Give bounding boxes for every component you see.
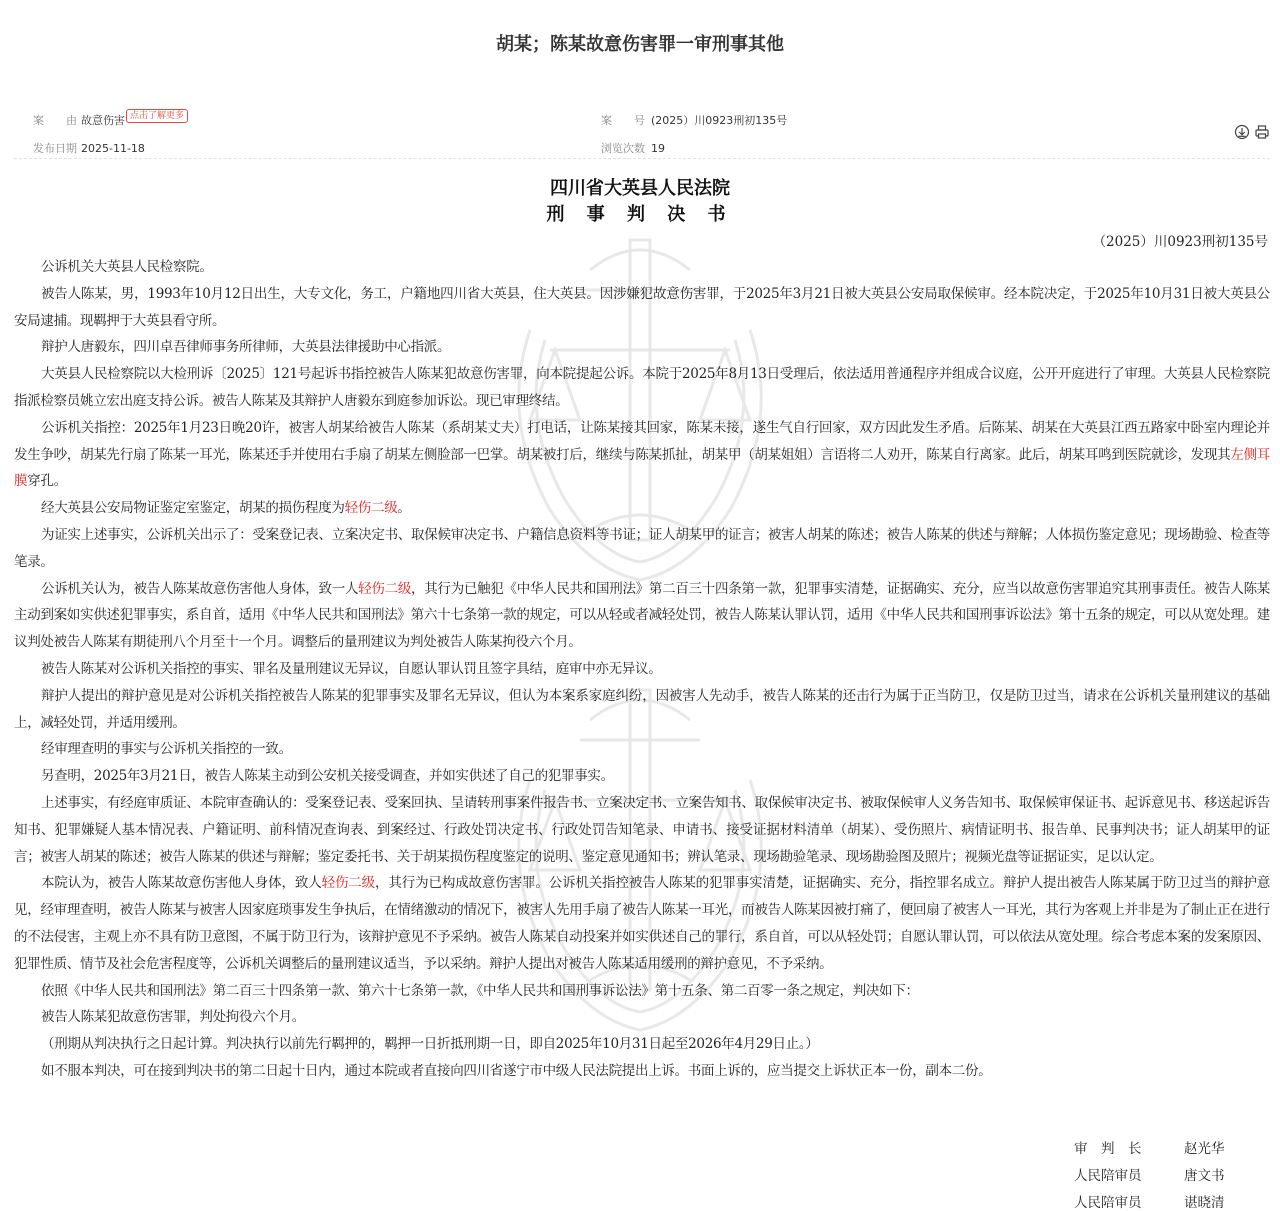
paragraph-charges (14, 415, 1270, 495)
paragraph-defense-opinion: 辩护人提出的辩护意见是对公诉机关指控被告人陈某的犯罪事实及罪名无异议，但认为本案系家庭纠纷，因被害人先动手，被告人陈某的还击行为属于正当防卫，仅是防卫过当，请求在公诉机关量刑建议的基础上，减轻处罚，并适用缓刑。 (14, 687, 1270, 731)
case-number-label: 案 号 (601, 114, 645, 127)
toolbar (1234, 124, 1270, 140)
case-cause-label: 案 由 (33, 114, 77, 127)
paragraph-legal-basis: 依照《中华人民共和国刑法》第二百三十四条第一款、第六十七条第一款，《中华人民共和国刑事诉讼法》第十五条、第二百零一条之规定，判决如下： (41, 982, 919, 999)
view-count-value: 19 (651, 142, 665, 155)
charges-text-end: 穿孔。 (27, 473, 67, 490)
signature-role: 人民陪审员 (1074, 1168, 1142, 1184)
signature-row (1074, 1191, 1225, 1211)
print-icon[interactable] (1254, 124, 1270, 140)
signature-row (1074, 1164, 1225, 1184)
paragraph-evidence: 为证实上述事实，公诉机关出示了：受案登记表、立案决定书、取保候审决定书、户籍信息资料等书证；证人胡某甲的证言；被害人胡某的陈述；被告人陈某的供述与辩解；人体损伤鉴定意见；现场勘验、检查等笔录。 (14, 526, 1270, 570)
document-number: （2025）川0923刑初135号 (1092, 234, 1268, 250)
prosecution-text-end: ，其行为已触犯《中华人民共和国刑法》第二百三十四条第一款，犯罪事实清楚，证据确实、充分，应当以故意伤害罪追究其刑事责任。被告人陈某主动到案如实供述犯罪事实，系自首，适用《中华人民共和国刑法》第六十七条第一款的规定，可以从轻或者减轻处罚，被告人陈某认罪认罚，适用《中华人民共和国刑事诉讼法》第十五条的规定，可以从宽处理。建议判处被告人陈某有期徒刑八个月至十一个月。调整后的量刑建议为判处被告人陈某拘役六个月。 (14, 580, 1271, 651)
court-opinion-text: 本院认为，被告人陈某故意伤害他人身体，致人 (41, 875, 322, 892)
paragraph-prosecution-opinion (14, 576, 1270, 656)
paragraph-verdict: 被告人陈某犯故意伤害罪，判处拘役六个月。 (41, 1009, 305, 1026)
appraisal-text: 经大英县公安局物证鉴定室鉴定，胡某的损伤程度为 (41, 500, 345, 517)
highlight-injury-level[interactable]: 轻伤二级 (358, 580, 412, 597)
paragraph-court-opinion (14, 870, 1270, 977)
prosecution-text: 公诉机关认为，被告人陈某故意伤害他人身体，致一人 (41, 580, 359, 597)
paragraph-appraisal (14, 495, 1270, 522)
case-cause-value: 故意伤害 (81, 114, 125, 127)
judgment-body (14, 254, 1270, 1085)
signature-row (1074, 1137, 1225, 1157)
case-number-value: (2025）川0923刑初135号 (651, 114, 788, 127)
signature-role: 人民陪审员 (1074, 1195, 1142, 1211)
paragraph-prosecutor: 公诉机关大英县人民检察院。 (41, 259, 213, 275)
case-cause (33, 112, 188, 129)
publish-date-label: 发布日期 (33, 142, 77, 155)
charges-text: 公诉机关指控：2025年1月23日晚20许，被害人胡某给被告人陈某（系胡某丈夫）打电话，让陈某接其回家，陈某未接，遂生气自行回家，双方因此发生矛盾。后陈某、胡某在大英县江西五路家中卧室内理论并发生争吵，胡某先行扇了陈某一耳光，陈某还手并使用右手扇了胡某左侧脸部一巴掌。胡某被打后，继续与陈某抓扯，胡某甲（胡某姐姐）言语将二人劝开，陈某自行离家。此后，胡某耳鸣到医院就诊，发现其 (14, 419, 1270, 463)
signature-role: 审 判 长 (1074, 1141, 1142, 1157)
page-title: 胡某；陈某故意伤害罪一审刑事其他 (496, 34, 784, 55)
court-name: 四川省大英县人民法院 (550, 178, 730, 199)
paragraph-defendant: 被告人陈某，男，1993年10月12日出生，大专文化，务工，户籍地四川省大英县，住大英县。因涉嫌犯故意伤害罪，于2025年3月21日被大英县公安局取保候审。经本院决定，于2025年10月31日被大英县公安局逮捕。现羁押于大英县看守所。 (14, 285, 1270, 329)
paragraph-defender: 辩护人唐毅东，四川卓吾律师事务所律师，大英县法律援助中心指派。 (41, 339, 451, 356)
signature-name: 唐文书 (1184, 1168, 1225, 1184)
learn-more-badge[interactable]: 点击了解更多 (126, 109, 188, 123)
paragraph-defendant-plea: 被告人陈某对公诉机关指控的事实、罪名及量刑建议无异议，自愿认罪认罚且签字具结，庭审中亦无异议。 (41, 660, 662, 677)
paragraph-findings: 经审理查明的事实与公诉机关指控的一致。 (41, 741, 292, 758)
paragraph-sentence-term: （刑期从判决执行之日起计算。判决执行以前先行羁押的，羁押一日折抵刑期一日，即自2025年10月31日起至2026年4月29日止。） (41, 1036, 819, 1053)
appraisal-text-end: 。 (397, 500, 411, 517)
court-opinion-text-end: ，其行为已构成故意伤害罪。公诉机关指控被告人陈某的犯罪事实清楚，证据确实、充分，指控罪名成立。辩护人提出被告人陈某属于防卫过当的辩护意见，经审理查明，被告人陈某与被害人因家庭琐事发生争执后，在情绪激动的情况下，被害人先用手扇了被告人陈某一耳光，而被告人陈某因被打痛了，便回扇了被害人一耳光，其行为客观上并非是为了制止正在进行的不法侵害，主观上亦不具有防卫意图，不属于防卫行为，该辩护意见不予采纳。被告人陈某自动投案并如实供述自己的罪行，系自首，可以从轻处罚；自愿认罪认罚，可以依法从宽处理。综合考虑本案的发案原因、犯罪性质、情节及社会危害程度等，公诉机关调整后的量刑建议适当，予以采纳。辩护人提出对被告人陈某适用缓刑的辩护意见，不予采纳。 (14, 875, 1271, 972)
paragraph-evidence-list: 上述事实，有经庭审质证、本院审查确认的：受案登记表、受案回执、呈请转刑事案件报告书、立案决定书、立案告知书、取保候审决定书、被取保候审人义务告知书、取保候审保证书、起诉意见书、移送起诉告知书、犯罪嫌疑人基本情况表、户籍证明、前科情况查询表、到案经过、行政处罚决定书、行政处罚告知笔录、申请书、接受证据材料清单（胡某）、受伤照片、病情证明书、报告单、民事判决书；证人胡某甲的证言；被害人胡某的陈述；被告人陈某的供述与辩解；鉴定委托书、关于胡某损伤程度鉴定的说明、鉴定意见通知书；辨认笔录、现场勘验笔录、现场勘验图及照片；视频光盘等证据证实，足以认定。 (14, 794, 1270, 865)
paragraph-appeal: 如不服本判决，可在接到判决书的第二日起十日内，通过本院或者直接向四川省遂宁市中级人民法院提出上诉。书面上诉的，应当提交上诉状正本一份，副本二份。 (41, 1062, 992, 1079)
signature-name: 赵光华 (1184, 1141, 1225, 1157)
highlight-injury-level[interactable]: 轻伤二级 (344, 500, 398, 517)
signature-name: 谌晓清 (1184, 1195, 1225, 1211)
document-type: 刑 事 判 决 书 (546, 204, 734, 225)
publish-date-value: 2025-11-18 (81, 142, 145, 155)
view-count-label: 浏览次数 (601, 142, 645, 155)
case-number (601, 112, 787, 128)
paragraph-procedure: 大英县人民检察院以大检刑诉〔2025〕121号起诉书指控被告人陈某犯故意伤害罪，向本院提起公诉。本院于2025年8月13日受理后，依法适用普通程序并组成合议庭，公开开庭进行了审理。大英县人民检察院指派检察员姚立宏出庭支持公诉。被告人陈某及其辩护人唐毅东到庭参加诉讼。现已审理终结。 (14, 366, 1270, 409)
publish-date (33, 140, 145, 156)
paragraph-surrender: 另查明，2025年3月21日，被告人陈某主动到公安机关接受调查，并如实供述了自己的犯罪事实。 (41, 768, 614, 785)
view-count (601, 140, 665, 156)
highlight-left-eardrum[interactable]: 左侧耳膜 (14, 446, 1270, 490)
header-divider (14, 158, 1270, 159)
highlight-injury-level[interactable]: 轻伤二级 (321, 875, 376, 892)
download-icon[interactable] (1234, 124, 1250, 140)
